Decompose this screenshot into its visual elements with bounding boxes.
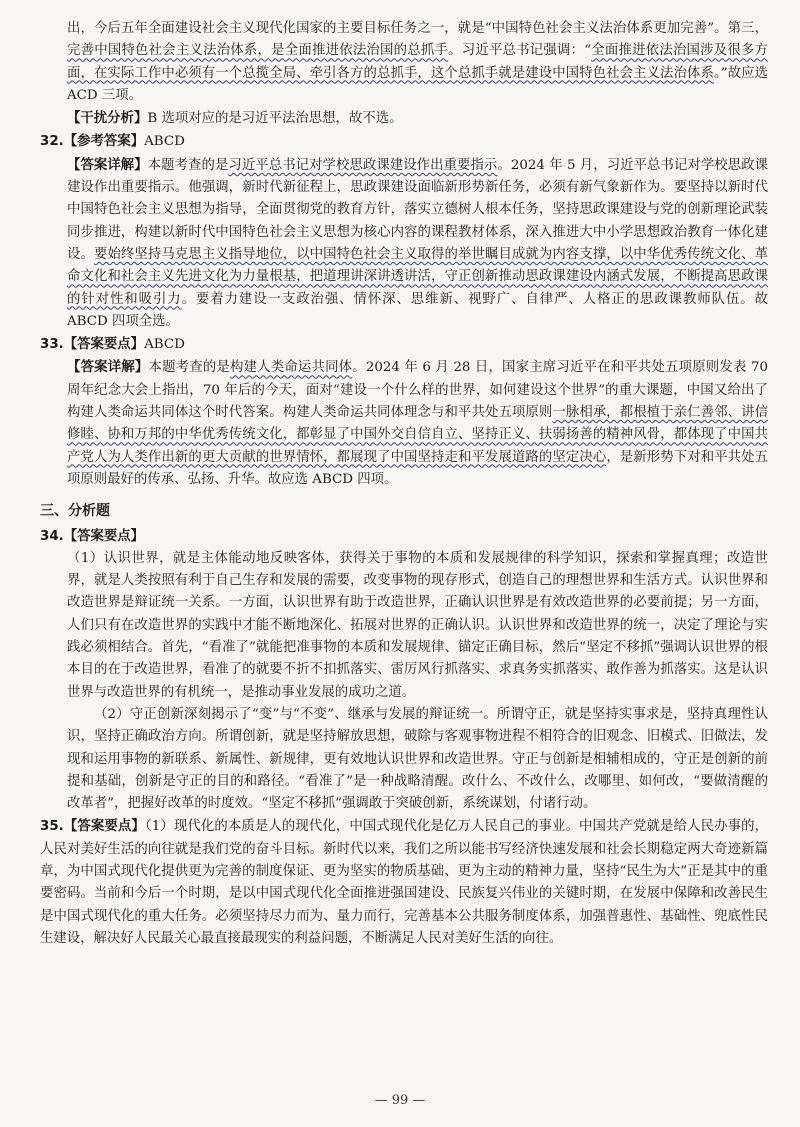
q32-underlined-1: 习近平总书记对学校思政课建设作出重要指示 (228, 157, 498, 173)
question-number: 33. (40, 337, 64, 353)
section-title: 三、分析题 (40, 503, 110, 520)
q33-text-1: 本题考查的是 (148, 360, 230, 376)
q35-answer (40, 815, 768, 950)
q32-text-2: 。2024 年 5 月，习近平总书记对学校思政课建设作出重要指示。他强调，新时代新征程上，思政课建设面临新形势新任务，必须有新气象新作为。要坚持以新时代中国特色社会主义思想为指导，全面贯彻党的教育方针，落实立德树人根本任务，坚持思政课建设与党的创新理论武装同步推进，构建以新时代中国特色社会主义思想为核心内容的课程教材体系，深入推进大中小学思想政治教育一体化建设。 (67, 157, 769, 262)
detail-tag: 【答案详解】 (67, 359, 149, 376)
q32-detail (40, 154, 768, 333)
reference-answer: ABCD (144, 134, 185, 150)
answer-key: ABCD (144, 337, 185, 353)
q33-underlined-2: 一脉相承，都根植于亲仁善邻、讲信修睦、协和万邦的中华优秀传统文化，都彰显了中国外交自信自立、坚持正义、扶弱扬善的精神风骨，都体现了中国共产党人为人类作出新的更大贡献的世界情怀，都展现了中国坚持走和平发展道路的坚定决心 (67, 405, 769, 465)
q34-part-2: （2）守正创新深刻揭示了“变”与“不变”、继承与发展的辩证统一。所谓守正，就是坚持实事求是，坚持真理性认识，坚持正确政治方向。所谓创新，就是坚持解放思想，破除与客观事物进程不相符合的旧观念、旧模式、旧做法，发现和运用事物的新联系、新属性、新规律，更有效地认识世界和改造世界。守正与创新是相辅相成的，守正是创新的前提和基础，创新是守正的目的和路径。“看准了”是一种战略清醒。改什么、不改什么，改哪里、如何改，“要做清醒的改革者”，把握好改革的时度效。“坚定不移抓”强调敢于突破创新，系统谋划，付诸行动。 (67, 706, 768, 812)
question-number: 32. (40, 134, 64, 150)
question-number: 34. (40, 528, 64, 544)
reference-answer-tag: 【参考答案】 (63, 133, 145, 150)
q31-underlined-1: 完善中国特色社会主义法治体系，是全面推进依法治国的总抓手 (67, 43, 449, 59)
detail-tag: 【答案详解】 (67, 156, 148, 173)
q31-interference-analysis (40, 107, 768, 130)
answer-points-tag: 【答案要点】 (63, 527, 145, 544)
q31-text-3: 。”故应选 ACD 三项。 (67, 65, 768, 103)
q34-header (40, 525, 768, 548)
q32-underlined-2: 要始终坚持马克思主义指导地位，以中国特色社会主义取得的举世瞩目成就为内容支撑，以中华优秀传统文化、革命文化和社会主义先进文化为力量根基，把道理讲深讲透讲活，守正创新推动思政课建设内涵式发展，不断提高思政课的针对性和吸引力 (67, 246, 768, 307)
q35-part-1: （1）现代化的本质是人的现代化，中国式现代化是亿万人民自己的事业。中国共产党就是给人民办事的，人民对美好生活的向往就是我们党的奋斗目标。新时代以来，我们之所以能书写经济快速发展和社会长期稳定两大奇迹新篇章，为中国式现代化提供更为完善的制度保证、更为坚实的物质基础、更为主动的精神力量，坚持“民生为大”正是其中的重要密码。当前和今后一个时期，是以中国式现代化全面推进强国建设、民族复兴伟业的关键时期，在发展中保障和改善民生是中国式现代化的重大任务。必须坚持尽力而为、量力而行，完善基本公共服务制度体系，加强普惠性、基础性、兜底性民生建设，解决好人民最关心最直接最现实的利益问题，不断满足人民对美好生活的向往。 (40, 819, 768, 946)
q33-detail (40, 356, 768, 491)
q31-text-2: 。习近平总书记强调：“ (448, 43, 592, 59)
q33-text-3: ，是新形势下对和平共处五项原则最好的传承、弘扬、升华。故应选 ABCD 四项。 (67, 449, 769, 487)
page-number: — 99 — (374, 1093, 426, 1108)
q33-underlined-1: 构建人类命运共同体 (230, 360, 353, 376)
q31-continuation (40, 18, 768, 107)
q31-underlined-2: 全面推进依法治国涉及很多方面，在实际工作中必须有一个总揽全局、牵引各方的总抓手，这个总抓手就是建设中国特色社会主义法治体系 (67, 43, 768, 81)
q33-text-2: 。2024 年 6 月 28 日，国家主席习近平在和平共处五项原则发表 70 周年纪念大会上指出，70 年后的今天，面对“建设一个什么样的世界，如何建设这个世界”的重大课题，中国又给出了构建人类命运共同体这个时代答案。构建人类命运共同体理念与和平共处五项原则 (67, 360, 769, 421)
q33-header (40, 333, 768, 356)
question-number: 35. (40, 819, 64, 835)
interference-text: B 选项对应的是习近平法治思想，故不选。 (147, 111, 403, 127)
q31-text-1: 出，今后五年全面建设社会主义现代化国家的主要目标任务之一，就是“中国特色社会主义法治体系更加完善”。第三， (67, 21, 768, 36)
q32-header (40, 130, 768, 153)
answer-key-tag: 【答案要点】 (63, 336, 145, 353)
q32-text-1: 本题考查的是 (147, 157, 229, 173)
interference-tag: 【干扰分析】 (67, 110, 148, 127)
q34-part-1: （1）认识世界，就是主体能动地反映客体，获得关于事物的本质和发展规律的科学知识，探索和掌握真理；改造世界，就是人类按照有利于自己生存和发展的需要，改变事物的现存形式，创造自己的理想世界和生活方式。认识世界和改造世界是辩证统一关系。一方面，认识世界有助于改造世界，正确认识世界是有效改造世界的必要前提；另一方面，人们只有在改造世界的实践中才能不断地深化、拓展对世界的正确认识。认识世界和改造世界的统一，决定了理论与实践必须相结合。首先，“看准了”就能把准事物的本质和发展规律、锚定正确目标，然后“坚定不移抓”强调认识世界的根本目的在于改造世界，看准了的就要不折不扣抓落实、雷厉风行抓落实、求真务实抓落实、敢作善为抓落实。这是认识世界与改造世界的有机统一，是推动事业发展的成功之道。 (67, 550, 768, 700)
answer-points-tag: 【答案要点】 (63, 818, 145, 835)
q32-text-3: 。要着力建设一支政治强、情怀深、思维新、视野广、自律严、人格正的思政课教师队伍。故 ABCD 四项全选。 (67, 291, 769, 329)
answer-page (40, 18, 768, 950)
